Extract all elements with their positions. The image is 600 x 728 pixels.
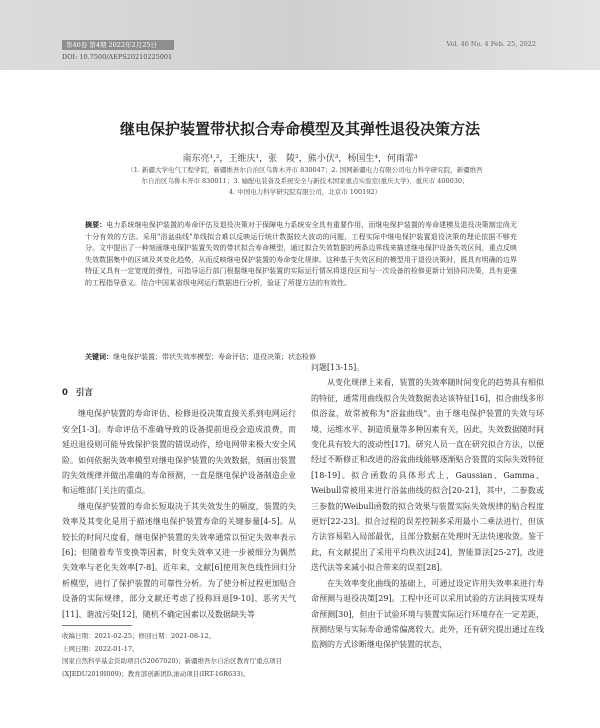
footnote-divider (62, 625, 132, 626)
affiliations (70, 165, 540, 198)
affiliation-line: （1. 新疆大学电气工程学院，新疆维吾尔自治区乌鲁木齐市 830047；2. 国网新疆电力有限公司电力科学研究院，新疆维吾 (127, 166, 483, 174)
volume-info: Vol. 46 No. 4 Feb. 25, 2022 (446, 40, 536, 48)
author-list: 南东亮¹,²，王维庆¹，张 陵²，熊小伏³，杨国生⁴，何雨霏³ (182, 154, 418, 164)
paper-title: 继电保护装置带状拟合寿命模型及其弹性退役决策方法 (119, 120, 480, 138)
paragraph: 从变化规律上来看，装置的失效率随时间变化的趋势具有相似的特征，通常用曲线拟合失效数据表达该特征[16]，拟合曲线多形似浴盆，故常被称为"浴盆曲线"。由于继电保护装置的失效与环境、运维水平、制造质量等多种因素有关，因此，失效数据随时间变化具有较大的波动性[17]。研究人员一直在研究拟合方法，以便经过不断修正和改进的浴盆曲线能够逐渐贴合装置的实际失效特征[18-19]。拟合函数的具体形式上，Gaussian、Gamma、Weibull常被用来进行浴盆曲线的拟合[20-21]，其中，二参数或三参数的Weibull函数的拟合效果与装置实际失效规律的贴合程度更好[22-23]。拟合过程的误差控制多采用最小二乘法进行，但该方法容易陷入局部最优，且部分数据在处理时无法快速收敛。鉴于此，有文献提出了采用平均秩次法[24]，智能算法[25-27]，改进迭代法等来减小拟合带来的误差[28]。 (311, 378, 544, 573)
abstract (85, 220, 517, 289)
paragraph: 继电保护装置的寿命长短取决于其失效发生的频度，装置的失效率及其变化是用于描述继电保护装置寿命的关键参量[4-5]。从较长的时间尺度看，继电保护装置的失效率通常以恒定失效率表示[6]；但随着寿节变换等因素，时变失效率又进一步被细分为偶然失效率与老化失效率[7-8]。近年来，文献[6]使用灰色线性回归分析模型，进行了保护装置的可靠性分析。为了使分析过程更加贴合设备的实际规律，部分文献还考虑了投称回退[9-10]、恶劣天气[11]、谐波污染[12]，随机不确定因素以及数据缺失等 (62, 501, 296, 619)
paragraph: 继电保护装置的寿命评估、检修退役决策直接关系到电网运行安全[1-3]。寿命评估不准确导致的设备提前退役会造成浪费，而延迟退役则可能导致保护装置的错误动作，给电网带来极大安全风险。如何依据失效率模型对继电保护装置的失效数据，刻画出装置的失效规律并做出准确的寿命预测，一直是继电保护设备制造企业和运维部门关注的重点。 (62, 409, 296, 496)
footnote-online: 上网日期：2022-01-17。 (62, 644, 139, 653)
paragraph: 在失效率变化曲线的基础上，可通过设定许用失效率来进行寿命预测与退役决策[29]。工程中还可以采用试验的方法间接实现寿命预测[30]，但由于试验环境与装置实际运行环境存在一定差距，预测结果与实际寿命通常偏离较大。此外，还有研究提出通过在线监测的方式诊断继电保护装置的状态， (311, 578, 544, 650)
footnote-received: 收稿日期：2021-02-25；修回日期：2021-08-12。 (62, 632, 215, 640)
left-column (62, 386, 296, 622)
abstract-text: 电力系统继电保护装置的寿命评估及退役决策对于保障电力系统安全具有重要作用，而继电保护装置的寿命建模及退役决策制定尚无十分有效的方法。采用"浴盆曲线"单线拟合难以反映运行统计数据较大波动的问题，工程实际中继电保护装置退役决策的理论依据不够充分。文中提出了一种刻画继电保护装置失效的带状拟合寿命模型，通过拟合失效数据的两条边界线来描述继电保护设备失效区间，重点反映失效数据集中的区域及其变化趋势，从而反映继电保护装置的寿命变化规律。这种基于失效区间的模型用于退役决策时，既具有明确的边界特征又具有一定宽度的弹性，可指导运行部门根据继电保护装置的实际运行情况将退役区间与一次设备的检修更新计划协同决策，具有更强的工程指导意义。结合中国某省级电网运行数据进行分析，验证了所提方法的有效性。 (85, 221, 517, 287)
section-number: 0 (62, 388, 68, 398)
affiliation-line: 尔自治区乌鲁木齐市 830011；3. 输配电装备及系统安全与新技术国家重点实验室(重庆大学)，重庆市 400030； (141, 177, 469, 185)
footnote-fund: 国家自然科学基金资助项目(52067020)；新疆维吾尔自治区教育厅重点项目(XJEDU2019I009)；教育部创新团队滚动项目(IRT-16R633)。 (62, 657, 283, 678)
footnotes (62, 630, 302, 680)
keywords-text: 继电保护装置；带状失效率模型；寿命评估；退役决策；状态检修 (113, 353, 316, 361)
issue-tag: 第46卷 第4期 2022年2月25日 (62, 40, 174, 50)
paragraph-continuation: 问题[13-15]。 (311, 363, 365, 372)
section-title: 引言 (75, 388, 93, 398)
right-column (311, 360, 544, 653)
doi: DOI: 10.7500/AEPS20210225001 (62, 53, 173, 61)
abstract-label: 摘要： (85, 221, 107, 229)
section-heading-intro (62, 386, 296, 401)
keywords-label: 关键词： (85, 353, 113, 361)
affiliation-line: 4. 中国电力科学研究院有限公司，北京市 100192） (228, 188, 382, 196)
